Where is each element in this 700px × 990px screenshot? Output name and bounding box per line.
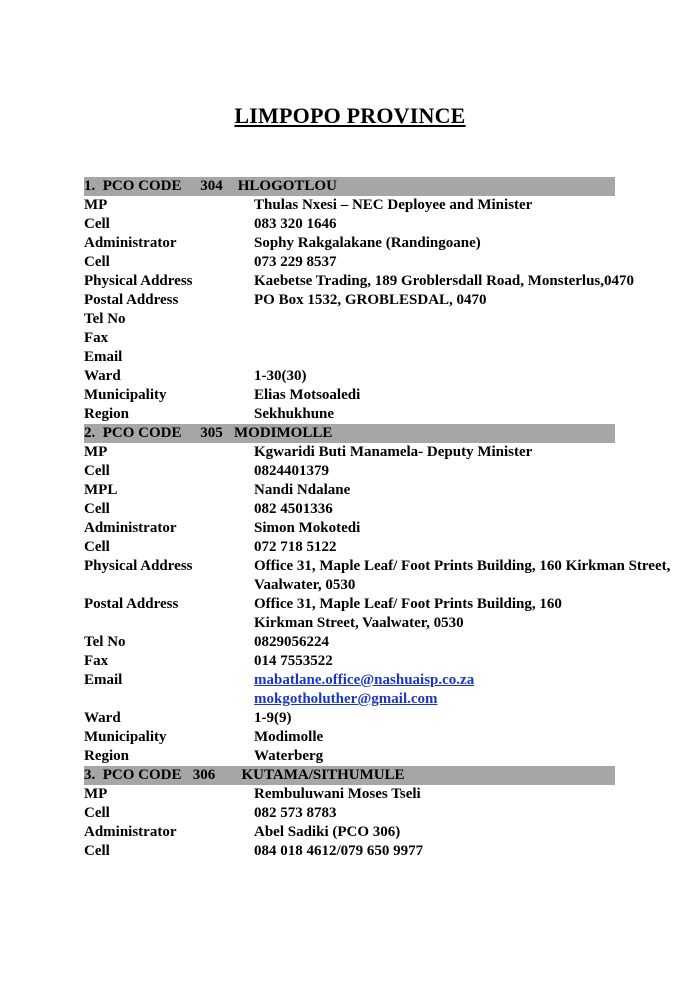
row-label: Cell [84,463,110,479]
row-value: Waterberg [254,748,324,764]
table-row [84,310,674,329]
table-row [84,215,674,234]
row-value: Kaebetse Trading, 189 Groblersdall Road, Monsterlus,0470 [254,273,635,289]
row-label: Cell [84,539,110,555]
table-row [84,785,674,804]
row-value: Elias Motsoaledi [254,387,361,403]
row-value [254,671,674,709]
row-label: Administrator [84,520,177,536]
row-label: Administrator [84,235,177,251]
pco-list [84,177,674,861]
row-label: Administrator [84,824,177,840]
row-label: Email [84,672,123,688]
row-label: MPL [84,482,118,498]
section-header: 2. PCO CODE 305 MODIMOLLE [84,424,615,443]
table-row [84,804,674,823]
row-label: Cell [84,501,110,517]
row-label: MP [84,197,108,213]
row-label: Tel No [84,311,126,327]
section-header: 3. PCO CODE 306 KUTAMA/SITHUMULE [84,766,615,785]
row-value: Modimolle [254,729,324,745]
email-link[interactable]: mokgotholuther@gmail.com [254,691,438,707]
table-row [84,538,674,557]
row-label: MP [84,786,108,802]
table-row [84,519,674,538]
row-value: Kgwaridi Buti Manamela- Deputy Minister [254,444,533,460]
table-row [84,196,674,215]
table-row [84,348,674,367]
row-label: Fax [84,653,109,669]
table-row [84,253,674,272]
row-label: Region [84,406,129,422]
row-label: Ward [84,368,121,384]
table-row [84,842,674,861]
table-row [84,234,674,253]
row-label: Fax [84,330,109,346]
row-value: 0824401379 [254,463,329,479]
row-value: 073 229 8537 [254,254,337,270]
table-row [84,557,674,595]
row-label: Municipality [84,729,167,745]
row-label: Cell [84,843,110,859]
table-row [84,595,674,633]
row-value: Sophy Rakgalakane (Randingoane) [254,235,481,251]
row-value: 083 320 1646 [254,216,337,232]
row-label: Physical Address [84,273,193,289]
row-label: Municipality [84,387,167,403]
table-row [84,728,674,747]
table-row [84,823,674,842]
row-label: Region [84,748,129,764]
row-value: PO Box 1532, GROBLESDAL, 0470 [254,292,487,308]
page-title: LIMPOPO PROVINCE [234,103,466,128]
table-row [84,652,674,671]
row-value: Abel Sadiki (PCO 306) [254,824,401,840]
table-row [84,709,674,728]
table-row [84,405,674,424]
row-value: 084 018 4612/079 650 9977 [254,843,424,859]
row-value [254,310,674,329]
table-row [84,367,674,386]
row-value: 014 7553522 [254,653,333,669]
row-value: Rembuluwani Moses Tseli [254,786,421,802]
table-row [84,272,674,291]
row-value: 072 718 5122 [254,539,337,555]
row-value: 1-9(9) [254,710,292,726]
row-value: 0829056224 [254,634,329,650]
row-label: Cell [84,254,110,270]
row-label: Email [84,349,123,365]
row-value [254,348,674,367]
table-row [84,329,674,348]
table-row [84,633,674,652]
row-label: Cell [84,805,110,821]
row-label: Cell [84,216,110,232]
table-row [84,481,674,500]
table-row [84,291,674,310]
row-value: 1-30(30) [254,368,307,384]
row-label: Postal Address [84,596,179,612]
email-link[interactable]: mabatlane.office@nashuaisp.co.za [254,672,475,688]
row-label: Postal Address [84,292,179,308]
table-row [84,500,674,519]
section-header: 1. PCO CODE 304 HLOGOTLOU [84,177,615,196]
table-row [84,443,674,462]
row-value: Sekhukhune [254,406,335,422]
table-row [84,671,674,709]
row-value: Nandi Ndalane [254,482,351,498]
table-row [84,747,674,766]
row-value: Thulas Nxesi – NEC Deployee and Minister [254,197,533,213]
row-label: Physical Address [84,558,193,574]
table-row [84,386,674,405]
row-value: Simon Mokotedi [254,520,361,536]
row-value: 082 573 8783 [254,805,337,821]
row-label: Ward [84,710,121,726]
row-label: MP [84,444,108,460]
row-value: Office 31, Maple Leaf/ Foot Prints Building, 160 Kirkman Street, Vaalwater, 0530 [254,558,671,593]
row-value: 082 4501336 [254,501,333,517]
row-value: Office 31, Maple Leaf/ Foot Prints Building, 160 Kirkman Street, Vaalwater, 0530 [254,596,562,631]
table-row [84,462,674,481]
row-value [254,329,674,348]
row-label: Tel No [84,634,126,650]
